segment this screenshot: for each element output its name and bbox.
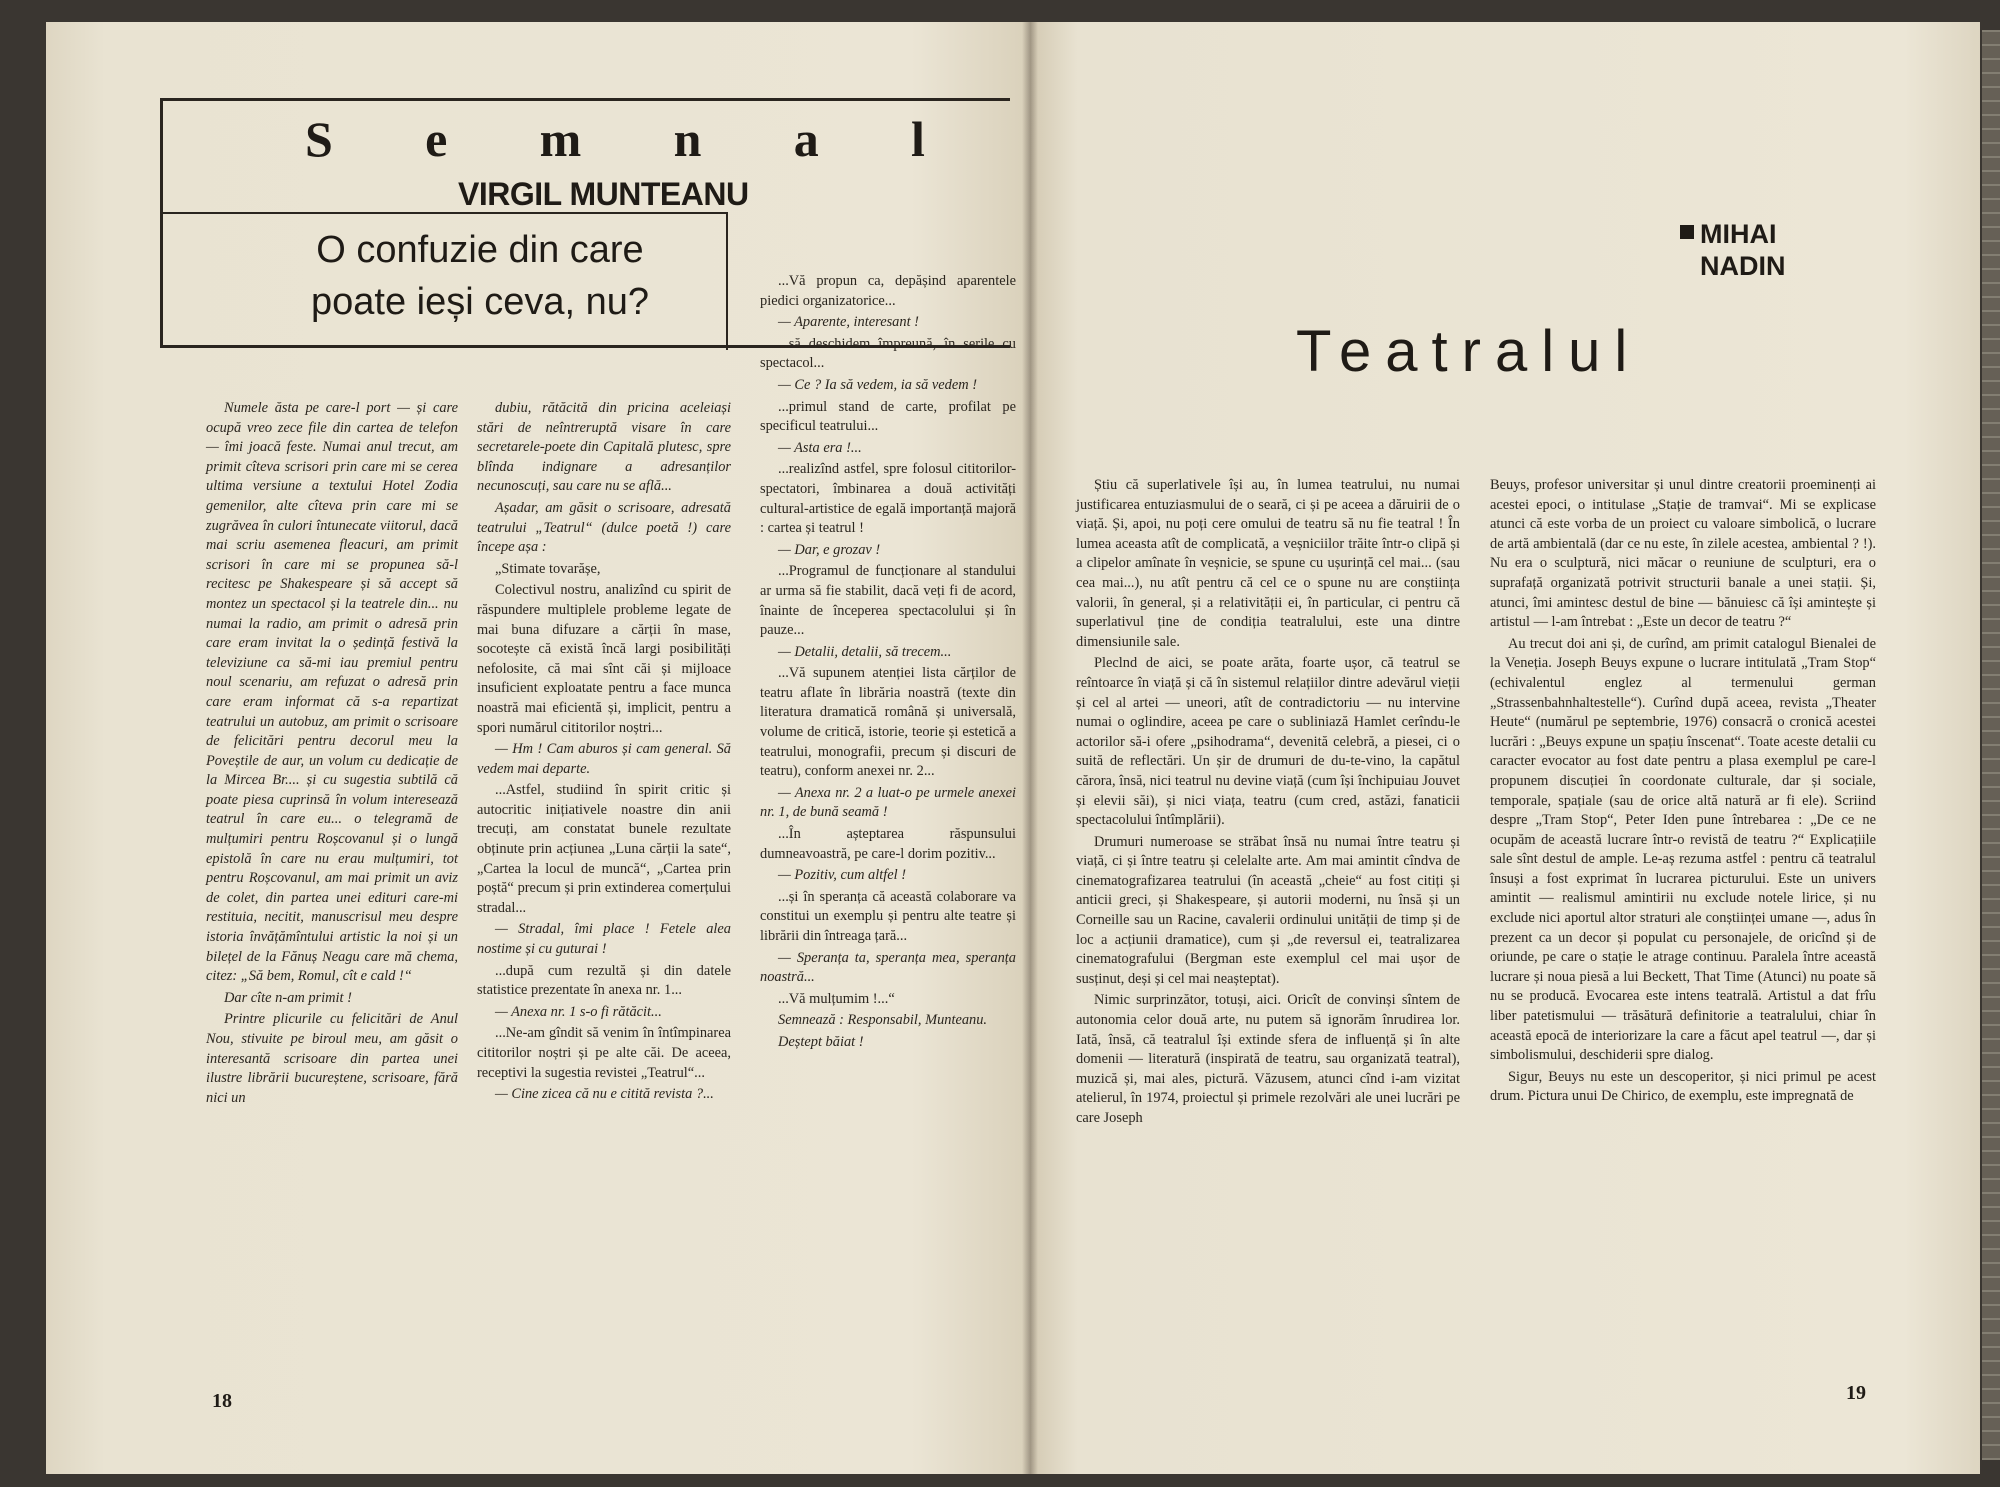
- title-letter: S: [305, 111, 333, 167]
- paragraph: — Dar, e grozav !: [778, 541, 881, 558]
- paragraph: Sigur, Beuys nu este un descoperitor, și nici primul pe acest drum. Pictura unui De Chirico, de exemplu, este impregnată de: [1490, 1068, 1876, 1105]
- author-name-right: [1700, 218, 1786, 282]
- paragraph: — Cine zicea că nu e citită revista ?...: [495, 1086, 714, 1103]
- paragraph: ...Programul de funcționare al standului ar urma să fie stabilit, dacă veți fi de acord, înainte de începerea spectacolului și în pauze...: [760, 563, 1016, 639]
- paragraph: Așadar, am găsit o scrisoare, adresată teatrului „Teatrul“ (dulce poetă !) care începe așa :: [477, 499, 731, 556]
- paragraph: Colectivul nostru, analizînd cu spirit de răspundere multiplele probleme legate de mai buna difuzare a cărții în mase, socotește că există încă largi posibilități nefolosite, că mai sînt căi și mijloace insuficient exploatate pentru a face munca noastră mai eficientă și, implicit, pentru a spori numărul cititorilor noștri...: [477, 582, 731, 736]
- paragraph: Printre plicurile cu felicitări de Anul Nou, stivuite pe biroul meu, am găsit o interesantă scrisoare din partea unei ilustre librării bucureștene, scrisoare, fără nici un: [206, 1011, 458, 1106]
- author-last-name: NADIN: [1700, 251, 1786, 281]
- rubric-title: [305, 110, 925, 168]
- paragraph: ...În așteptarea răspunsului dumneavoastră, pe care-l dorim pozitiv...: [760, 826, 1016, 862]
- bullet-square-icon: [1680, 225, 1694, 239]
- paragraph: Numele ăsta pe care-l port — și care ocupă vreo zece file din cartea de telefon — îmi joacă feste. Numai anul trecut, am primit cîteva scrisori prin care mi se cerea ultima versiune a textului Hotel Zodia gemenilor, alte cîteva prin care mi se zugrăvea în culori întunecate viitorul, dacă mai scriu asemenea fleacuri, am primit scrisori în care mi se propunea să-l recitesc pe Shakespeare și să accept să montez un spectacol și la teatrele din... nu numai la radio, am primit o adresă prin care eram invitat la o ședință festivă la televiziune ca să-mi iau premiul pentru noul scenariu, am refuzat o adresă prin care eram informat că s-a repartizat teatrului un autobuz, am primit o scrisoare de felicitări pentru decorul meu la Poveștile de aur, un volum cu dedicație de la Mircea Br.... și cu sugestia subtilă că poate piesa cuprinsă în volum interesează teatrul în care eu... o telegramă de mulțumiri pentru Roșcovanul și o lungă epistolă în care nu erau mulțumiri, tot pentru Roșcovanul, am mai primit un aviz de colet, din partea unei edituri care-mi restituia, necitit, manuscrisul meu despre istoria învățămîntului artistic la noi și un bilețel de la Fănuș Neagu care mă chema, citez: „Să bem, Romul, cît e cald !“: [206, 400, 458, 985]
- author-first-name: MIHAI: [1700, 219, 1777, 249]
- left-column-3: [760, 272, 1016, 1055]
- paragraph: dubiu, rătăcită din pricina aceleiași stări de neîntreruptă visare în care secretarele-poete din Capitală plutesc, spre blînda indignare a adresanților necunoscuți, sau care nu se află...: [477, 400, 731, 495]
- paragraph: ...Vă mulțumim !...“: [778, 990, 895, 1007]
- title-letter: n: [673, 111, 702, 167]
- paragraph: Pleclnd de aici, se poate arăta, foarte ușor, că teatrul se reîntoarce în viață și că în sistemul relațiilor dintre adevărul vieții și cel al artei — uneori, atît de contradictoriu — nu intervine numai o oglindire, aceea pe care o subliniază Hamlet cerîndu-le actorilor să-i ofere „psihodrama“, devenită celebră, a piesei, ci o suită de reflectări. Un șir de drumuri de du-te-vino, la capătul cărora, însă, nici teatrul nu devine viață (cum își închipuiau Jouvet și elevii săi), și nici viața, teatru (cum cred, astăzi, fanaticii spectacolului întîmplării).: [1076, 655, 1460, 829]
- paragraph: — Ce ? Ia să vedem, ia să vedem !: [778, 376, 978, 393]
- paragraph: — Anexa nr. 2 a luat-o pe urmele anexei nr. 1, de bună seamă !: [760, 784, 1016, 821]
- paragraph: ...Ne-am gîndit să venim în întîmpinarea cititorilor noștri și pe alte căi. De aceea, receptivi la sugestia revistei „Teatrul“...: [477, 1025, 731, 1081]
- article-subtitle: O confuzie din care poate ieși ceva, nu?: [310, 229, 649, 323]
- paragraph: — Pozitiv, cum altfel !: [778, 867, 907, 884]
- left-column-1: [206, 399, 458, 1110]
- page-number-left: 18: [212, 1390, 232, 1412]
- paragraph: — Asta era !...: [778, 439, 862, 456]
- paragraph: Nimic surprinzător, totuși, aici. Oricît de convinși sîntem de autonomia celor două arte, nu putem să ignorăm înrudirea lor. Iată, însă, că teatralul își extinde sfera de influență și în alte domenii — literatură (inspirată de teatru, sau organizată teatral), muzică și, mai ales, pictură. Văzusem, atunci cînd i-am vizitat atelierul, în 1974, proiectul și primele rezolvări ale unei lucrări pe care Joseph: [1076, 992, 1460, 1126]
- edge-ruler: [1982, 30, 2000, 1460]
- title-divider-vertical: [726, 212, 728, 350]
- paragraph: ...Vă supunem atenției lista cărților de teatru aflate în librăria noastră (texte din literatura dramatică română și universală, volume de critică, istorie, teorie și estetică a teatrului, monografii, precum și discuri de teatru), conform anexei nr. 2...: [760, 665, 1016, 780]
- article-title: Teatralul: [1296, 319, 1642, 384]
- paragraph: — Detalii, detalii, să trecem...: [778, 643, 952, 660]
- paragraph: — Anexa nr. 1 s-o fi rătăcit...: [495, 1003, 662, 1020]
- paragraph: ...Astfel, studiind în spirit critic și autocritic inițiativele noastre din anii trecuți, am constatat bunele rezultate obținute prin acțiunea „Luna cărții la sate“, „Cartea la locul de muncă“, „Cartea prin poștă“ precum și prin extinderea comerțului stradal...: [477, 782, 731, 916]
- paragraph: Semnează : Responsabil, Munteanu.: [778, 1012, 988, 1029]
- paragraph: ...Vă propun ca, depășind aparentele piedici organizatorice...: [760, 273, 1016, 309]
- paragraph: ...să deschidem împreună, în serile cu spectacol...: [760, 335, 1016, 372]
- right-column-2: [1490, 476, 1876, 1109]
- paragraph: Au trecut doi ani și, de curînd, am primit catalogul Bienalei de la Veneția. Joseph Beuys expune o lucrare intitulată „Tram Stop“ (echivalentul englez al termenului german „Strassenbahnhaltestelle“). Curînd după aceea, revista „Theater Heute“ (numărul pe septembrie, 1976) consacră o cronică acestei lucrări : „Beuys expune un spațiu înscenat“. Toate aceste detalii cu caracter evocator au fost date pentru a plasa exemplul pe care-l propunem discuției în coordonate culturale, dar și sociale, temporale, spațiale (sau de orice altă natură ar fi ele). Scriind despre „Tram Stop“, Peter Iden pune întrebarea : „De ce ne ocupăm de această lucrare într-o revistă de teatru ?“ Explicațiile sale sînt destul de ample. Le-aș rezuma astfel : pentru că teatralul însuși a fost exprimat în lucrarea picturului. Este un univers amintit — realismul amintirii nu exclude notele lirice, și nu exclude nici aportul altor straturi ale conștiinței umane —, adus în prezent ca un decor și populat cu personajele, de oricînd și de oriunde, pe care o stație le atrage continuu. Paralela între această lucrare și noua piesă a lui Beckett, That Time (Atunci) nu poate să nu se producă. Evocarea este intens teatrală. Artistul a dat frîu liber patetismului — trăsătură definitorie a teatralului, chiar în această epocă de interiorizare la care a făcut apel teatrul —, dar și simbolismului, deschiderii spre dialog.: [1490, 635, 1876, 1064]
- author-name: VIRGIL MUNTEANU: [458, 176, 749, 212]
- paragraph: ...primul stand de carte, profilat pe specificul teatrului...: [760, 398, 1016, 435]
- page-number-right: 19: [1846, 1382, 1866, 1404]
- paragraph: Deștept băiat !: [778, 1033, 864, 1050]
- paragraph: Știu că superlativele își au, în lumea teatrului, nu numai justificarea entuziasmului de o seară, ci și pe aceea a dăruirii de o viață. Și, apoi, nu poți cere omului de teatru să nu fie teatral ! În lumea aceasta atît de complicată, a veșniciilor trăite într-o clipă și a clipelor amînate în veșnicie, se spune cu ușurință cel mai... (sau cea mai...), nu atît pentru că cel ce o spune nu are conștiința valorii, în general, și a relativității ei, în particular, ci pentru că superlativul ține de condiția teatralului, este una dintre dimensiunile sale.: [1076, 477, 1460, 650]
- paragraph: Beuys, profesor universitar și unul dintre creatorii proeminenți ai acestei epoci, o intitulase „Stație de tramvai“. Mi se explicase atunci că este vorba de un proiect cu valoare simbolică, o lucrare de artă ambientală (dar ce nu este, în zilele acestea, ambiental ? !). Nu era o sculptură, nici măcar o reuniune de sculpturi, era o suprafață organizată potrivit structurii banale a unei stații. Și, atunci, îmi amintesc destul de bine — bănuiesc că își amintește și artistul — l-am întrebat : „Este un decor de teatru ?“: [1490, 477, 1876, 631]
- paragraph: ...și în speranța că această colaborare va constitui un exemplu și pentru alte teatre și librării din întreaga țară...: [760, 888, 1016, 944]
- paragraph: „Stimate tovarășe,: [495, 560, 601, 577]
- title-letter: m: [539, 111, 582, 167]
- paragraph: — Speranța ta, speranța mea, speranța noastră...: [760, 949, 1016, 986]
- paragraph: Dar cîte n-am primit !: [224, 989, 352, 1006]
- title-letter: e: [425, 111, 448, 167]
- right-column-1: [1076, 476, 1460, 1131]
- paragraph: Drumuri numeroase se străbat însă nu numai între teatru și viață, ci și între teatru și celelalte arte. Am mai amintit cîndva de cinematografizarea teatrului (în această „cheie“ au fost citiți și anticii greci, și Shakespeare, și autorii moderni, nu însă și un Corneille sau un Racine, cavalerii ordinului unității de timp și de loc a acțiunii dramatice), cum și „de reversul ei, teatralizarea cinematografului (Bergman este exemplul cel mai ușor de susținut, deși și cel mai neașteptat).: [1076, 833, 1460, 987]
- paragraph: — Stradal, îmi place ! Fetele alea nostime și cu guturai !: [477, 921, 731, 958]
- book-gutter: [1022, 22, 1038, 1474]
- paragraph: ...după cum rezultă și din datele statistice prezentate în anexa nr. 1...: [477, 962, 731, 999]
- paragraph: — Hm ! Cam aburos și cam general. Să vedem mai departe.: [477, 741, 731, 777]
- left-column-2: [477, 399, 731, 1107]
- paragraph: ...realizînd astfel, spre folosul cititorilor-spectatori, îmbinarea a două activități cultural-artistice de egală importanță majoră : cartea și teatrul !: [760, 461, 1016, 537]
- paragraph: — Aparente, interesant !: [778, 314, 919, 331]
- title-letter: a: [793, 111, 819, 167]
- title-letter: l: [911, 111, 925, 167]
